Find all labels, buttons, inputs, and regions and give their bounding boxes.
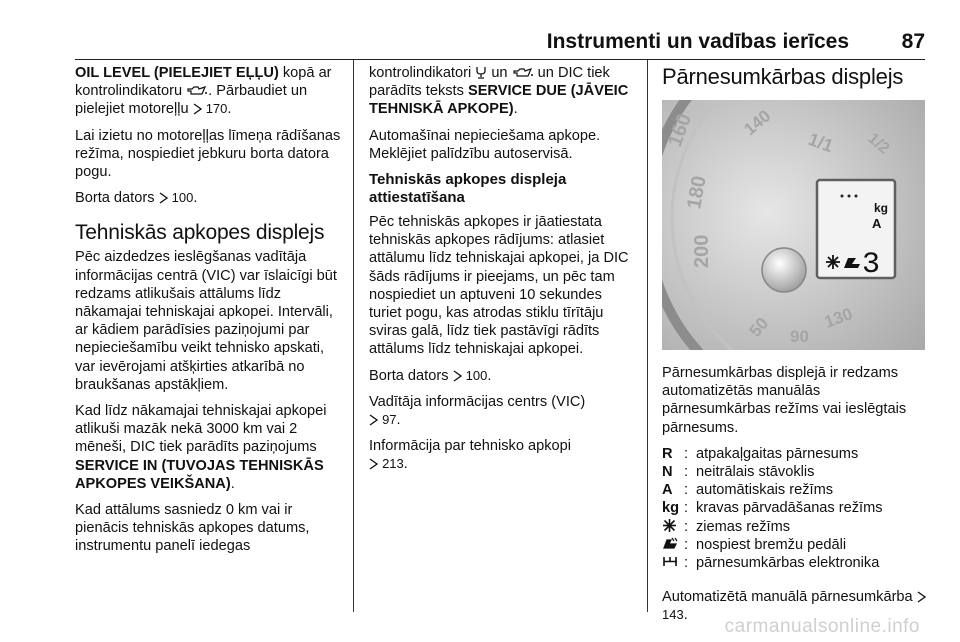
paragraph-ref-dic: Vadītāja informācijas centrs (VIC) 97. [369, 393, 586, 429]
snowflake-icon [662, 518, 677, 533]
needle-hub [762, 248, 806, 292]
service-due-message: SERVICE DUE (JĀVEIC TEHNISKĀ APKOPE) [369, 83, 629, 118]
legend-row: A : automātiskais režīms [662, 482, 834, 499]
display-gear-number: 3 [862, 248, 881, 282]
gauge-tick-label: 180 [683, 174, 711, 211]
column-2 [369, 64, 637, 482]
paragraph-ref-service-info: Informācija par tehnisko apkopi 213. [369, 438, 571, 473]
paragraph-transmission-intro: Pārnesumkārbas displejā ir redzams automatizētās manuālās pārnesumkārbas režīms vai ieslēgtais pārnesums. [662, 365, 907, 436]
page-ref-icon [917, 591, 926, 603]
paragraph-ref-trip-computer: Borta dators 100. [75, 190, 198, 207]
page-ref[interactable]: 170 [205, 101, 228, 117]
page-ref-icon [159, 192, 168, 204]
page-ref[interactable]: 100 [171, 190, 194, 206]
page-ref[interactable]: 100 [465, 367, 488, 383]
instrument-cluster-figure [662, 100, 925, 350]
paragraph-reset-instructions: Pēc tehniskās apkopes ir jāatiestata tehniskās apkopes rādījums: atlasiet attālumu līdz tehniskajai apkopei, ja DIC šāds rādījums ir pieejams, un pēc tam nospiediet un aptuveni 10 sekundes turiet pogu, kas atrodas stiklu tīrītāju sviras galā, līdz tiek pastāvīgi rādīts attālums līdz tehniskajai apkopei. [369, 214, 629, 358]
legend-row: : pārnesumkārbas elektronika [662, 554, 930, 572]
paragraph-ref-automated-manual: Automatizētā manuālā pārnesumkārba 143. [662, 588, 930, 624]
section-heading-service-display: Tehniskās apkopes displejs [75, 221, 325, 245]
page-number: 87 [901, 30, 925, 53]
legend-row: : nospiest bremžu pedāli [662, 536, 930, 554]
page-ref-icon [453, 370, 462, 382]
service-in-message: SERVICE IN (TUVOJAS TEHNISKĀS APKOPES VEIKŠANA) [75, 457, 324, 492]
column-divider-1 [353, 60, 354, 612]
page-ref-icon [369, 458, 378, 470]
oil-can-icon [512, 67, 534, 79]
legend-row: N : neitrālais stāvoklis [662, 464, 815, 481]
watermark: carmanualsonline.info [724, 616, 920, 637]
header-title: Instrumenti un vadības ierīces [546, 30, 849, 53]
oil-can-icon [186, 85, 208, 97]
legend-row: kg : kravas pārvadāšanas režīms [662, 500, 883, 517]
column-divider-2 [647, 60, 648, 612]
display-mode-label: A [872, 216, 882, 231]
transmission-legend [662, 445, 930, 572]
paragraph-needs-service: Automašīnai nepieciešama apkope. Meklējiet palīdzību autoservisā. [369, 127, 601, 162]
column-3 [662, 64, 930, 633]
wrench-icon [475, 65, 487, 79]
temp-tick-label: 90 [790, 327, 809, 346]
page-ref[interactable]: 213 [382, 456, 404, 472]
legend-symbol: R [662, 445, 673, 462]
page-ref-icon [193, 103, 202, 115]
paragraph-service-due: kontrolindikatori un un DIC tiek parādīts teksts SERVICE DUE (JĀVEIC TEHNISKĀ APKOPE). [369, 65, 629, 118]
paragraph-ref-trip-computer: Borta dators 100. [369, 367, 492, 384]
paragraph-service-in: Kad līdz nākamajai tehniskajai apkopei atlikuši mazāk nekā 3000 km vai 2 mēneši, DIC tiek parādīts paziņojums SERVICE IN (TUVOJAS TEHNISKĀS APKOPES VEIKŠANA). [75, 403, 327, 492]
gauge-tick-label: 200 [691, 234, 713, 268]
page-ref[interactable]: 143 [662, 607, 684, 623]
fuel-tick-label: 1/2 [864, 130, 893, 158]
temp-tick-label: 130 [821, 304, 856, 332]
gauge-tick-label: 160 [664, 110, 697, 150]
paragraph-exit-oil: Lai izietu no motoreļļas līmeņa rādīšanas režīma, nospiediet jebkuru borta datora pogu. [75, 127, 341, 181]
page-ref-icon [369, 414, 378, 426]
temp-tick-label: 50 [745, 313, 773, 341]
column-1 [75, 64, 343, 564]
page-ref[interactable]: 97 [382, 412, 397, 428]
instrument-cluster-illustration [662, 100, 925, 350]
section-heading-reset: Tehniskās apkopes displeja attiestatīšana [369, 171, 567, 207]
legend-symbol: N [662, 464, 673, 481]
page-header [75, 28, 925, 58]
legend-symbol: kg [662, 500, 680, 517]
transmission-fault-icon [662, 554, 679, 569]
legend-row: R : atpakaļgaitas pārnesums [662, 445, 859, 462]
paragraph-oil-level: OIL LEVEL (PIELEJIET EĻĻU) kopā ar kontrolindikatoru . Pārbaudiet un pielejiet motoreļļu 170. [75, 65, 332, 118]
header-rule [75, 59, 925, 60]
display-snowflake-icon [826, 255, 840, 269]
brake-pedal-icon [662, 536, 679, 551]
paragraph-service-zero: Kad attālums sasniedz 0 km vai ir pienācis tehniskās apkopes datums, instrumentu panelī iedegas [75, 502, 310, 555]
gauge-tick-label: 140 [740, 106, 775, 140]
display-unit-label: kg [874, 201, 889, 215]
legend-row: : ziemas režīms [662, 518, 930, 536]
oil-level-message: OIL LEVEL (PIELEJIET EĻĻU) [75, 65, 279, 81]
paragraph-service-intro: Pēc aizdedzes ieslēgšanas vadītāja informācijas centrā (VIC) var īslaicīgi būt redzams atlikušais attālums līdz nākamajai tehniskajai apkopei. Intervāli, ar kādiem parādīsies paziņojumi par nepieciešamību veikt tehnisko apskati, var ievērojami atšķirties atkarībā no braukšanas apstākļiem. [75, 249, 337, 393]
legend-symbol: A [662, 482, 673, 499]
section-heading-transmission-display: Pārnesumkārbas displejs [662, 64, 904, 89]
fuel-tick-label: 1/1 [805, 128, 836, 157]
